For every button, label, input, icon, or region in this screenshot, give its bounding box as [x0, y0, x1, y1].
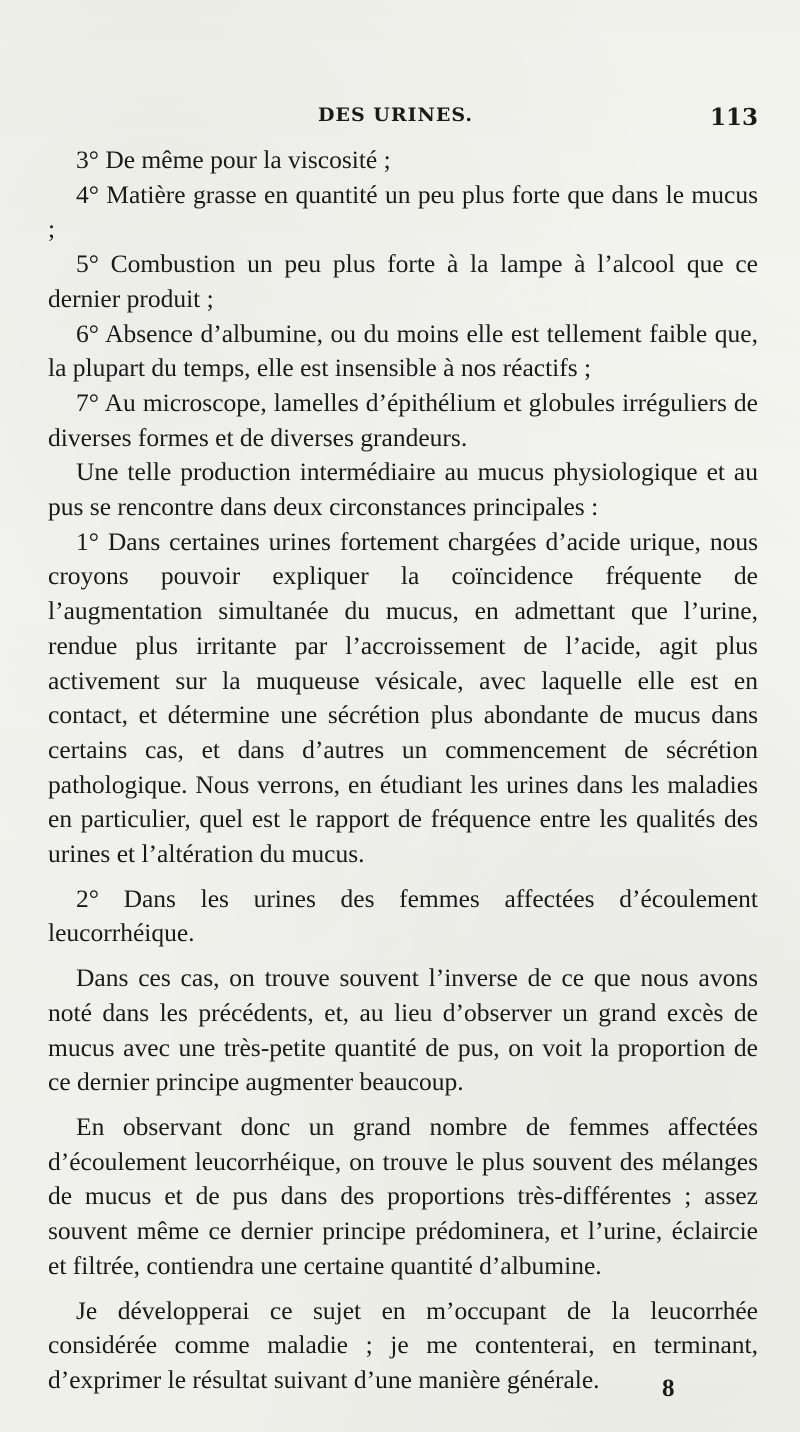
- paragraph-intermediate-production: Une telle production intermédiaire au mucus physiologique et au pus se rencontre dans deux circonstances principales :: [48, 457, 758, 522]
- paragraph-circumstance-2: 2° Dans les urines des femmes affectées d’écoulement leucorrhéique.: [48, 883, 758, 948]
- paragraph-item-3: 3° De même pour la viscosité ;: [76, 145, 391, 174]
- running-title: DES URINES.: [318, 104, 474, 126]
- paragraph-item-4: 4° Matière grasse en quantité un peu plus forte que dans le mucus ;: [48, 179, 758, 244]
- paragraph-item-6: 6° Absence d’albumine, ou du moins elle est tellement faible que, la plupart du temps, elle est insensible à nos réactifs ;: [48, 318, 758, 383]
- paragraph-circumstance-1: 1° Dans certaines urines fortement chargées d’acide urique, nous croyons pouvoir expliquer la coïncidence fréquente de l’augmentation simultanée du mucus, en admettant que l’urine, rendue plus irritante par l’accroissement de l’acide, agit plus activement sur la muqueuse vésicale, avec laquelle elle est en contact, et détermine une sécrétion plus abondante de mucus dans certains cas, et dans d’autres un commencement de sécrétion pathologique. Nous verrons, en étudiant les urines dans les maladies en particulier, quel est le rapport de fréquence entre les qualités des urines et l’altération du mucus.: [48, 526, 758, 869]
- paragraph-item-7: 7° Au microscope, lamelles d’épithélium et globules irréguliers de diverses formes et de diverses grandeurs.: [48, 387, 758, 452]
- paragraph-inverse-cases: Dans ces cas, on trouve souvent l’inverse de ce que nous avons noté dans les précédents, et, au lieu d’observer un grand excès de mucus avec une très-petite quantité de pus, on voit la proportion de ce dernier principe augmenter beaucoup.: [48, 963, 758, 1097]
- paragraph-observation: En observant donc un grand nombre de femmes affectées d’écoulement leucorrhéique, on trouve le plus souvent des mélanges de mucus et de pus dans des proportions très-différentes ; assez souvent même ce dernier principe prédominera, et l’urine, éclaircie et filtrée, contiendra une certaine quantité d’albumine.: [48, 1111, 758, 1280]
- paragraph-conclusion: Je développerai ce sujet en m’occupant de la leucorrhée considérée comme maladie ; je me contenterai, en terminant, d’exprimer le résultat suivant d’une manière générale.: [48, 1295, 758, 1394]
- paragraph-item-5: 5° Combustion un peu plus forte à la lampe à l’alcool que ce dernier produit ;: [48, 249, 758, 313]
- body-text: [48, 143, 758, 1398]
- signature-mark: 8: [662, 1375, 675, 1402]
- page-header: [48, 100, 758, 134]
- page-number: 113: [709, 104, 758, 131]
